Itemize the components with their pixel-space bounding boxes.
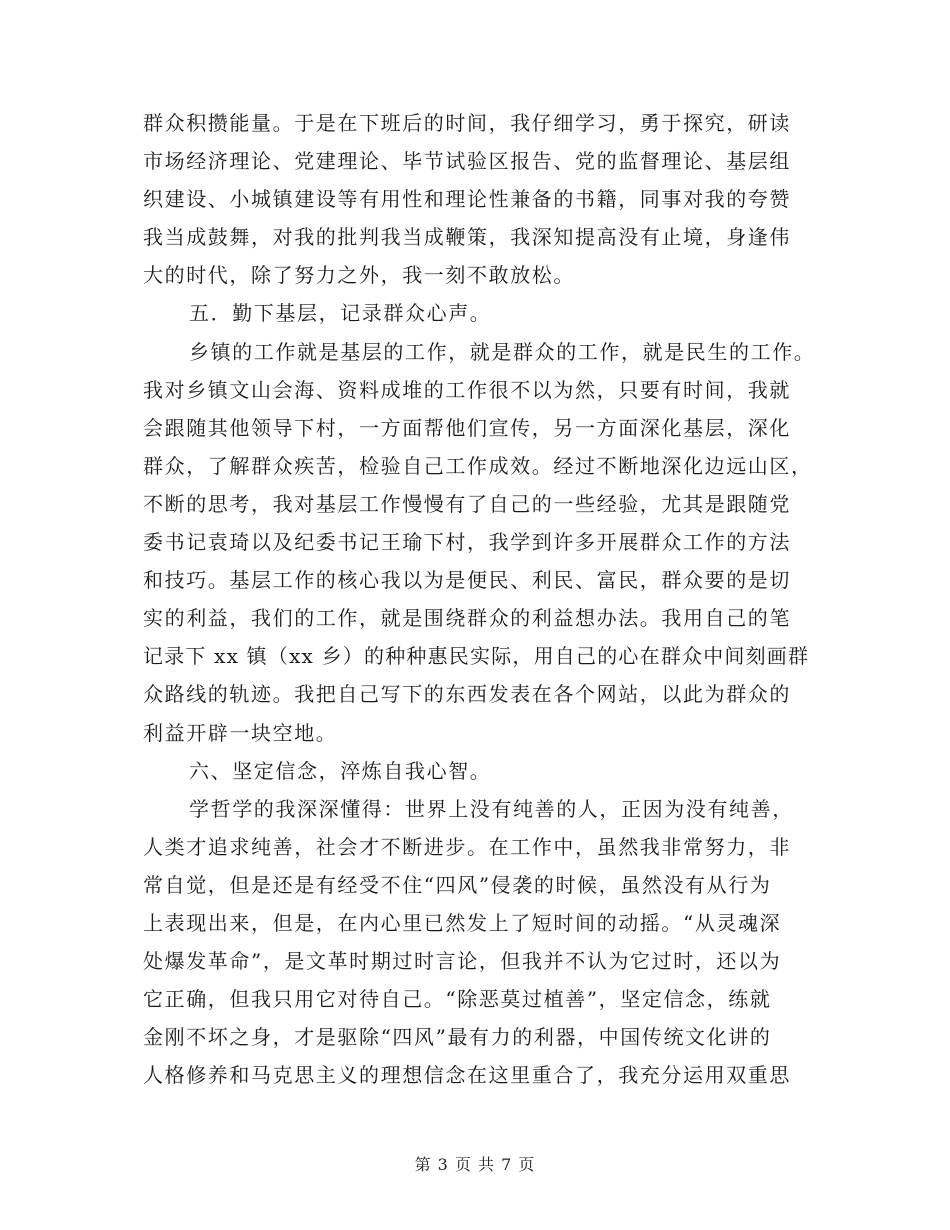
text-line: 人类才追求纯善，社会才不断进步。在工作中，虽然我非常努力，非 [143,834,791,859]
text-line: 我当成鼓舞，对我的批判我当成鞭策，我深知提高没有止境，身逢伟 [143,225,791,250]
text-line: 委书记袁琦以及纪委书记王瑜下村，我学到许多开展群众工作的方法 [143,530,791,555]
text-line: 和技巧。基层工作的核心我以为是便民、利民、富民，群众要的是切 [143,568,791,593]
text-line: 大的时代，除了努力之外，我一刻不敢放松。 [143,263,575,288]
text-line: 我对乡镇文山会海、资料成堆的工作很不以为然，只要有时间，我就 [143,377,791,402]
text-line: 实的利益，我们的工作，就是围绕群众的利益想办法。我用自己的笔 [143,606,791,631]
page-footer: 第 3 页 共 7 页 [414,1155,536,1174]
text-line: 学哲学的我深深懂得：世界上没有纯善的人，正因为没有纯善， [189,796,794,821]
text-line: 乡镇的工作就是基层的工作，就是群众的工作，就是民生的工作。 [189,339,816,364]
text-line: 会跟随其他领导下村，一方面帮他们宣传，另一方面深化基层，深化 [143,415,791,440]
text-line: 六、坚定信念，淬炼自我心智。 [189,758,492,783]
text-line: 织建设、小城镇建设等有用性和理论性兼备的书籍，同事对我的夸赞 [143,187,791,212]
text-line: 五．勤下基层，记录群众心声。 [189,301,492,326]
text-line: 记录下 xx 镇（xx 乡）的种种惠民实际，用自己的心在群众中间刻画群 [143,644,810,669]
text-line: 不断的思考，我对基层工作慢慢有了自己的一些经验，尤其是跟随党 [143,491,791,516]
text-line: 群众积攒能量。于是在下班后的时间，我仔细学习，勇于探究，研读 [143,111,791,135]
text-line: 金刚不坏之身，才是驱除“四风”最有力的利器，中国传统文化讲的 [143,1025,772,1050]
text-line: 常自觉，但是还是有经受不住“四风”侵袭的时候，虽然没有从行为 [143,872,772,897]
text-line: 它正确，但我只用它对待自己。“除恶莫过植善”，坚定信念，练就 [143,987,772,1012]
text-line: 众路线的轨迹。我把自己写下的东西发表在各个网站，以此为群众的 [143,682,791,707]
text-line: 人格修养和马克思主义的理想信念在这里重合了，我充分运用双重思 [143,1063,791,1088]
text-line: 市场经济理论、党建理论、毕节试验区报告、党的监督理论、基层组 [143,149,791,174]
document-body [143,104,815,1094]
text-line: 上表现出来，但是，在内心里已然发上了短时间的动摇。“从灵魂深 [143,910,782,935]
text-line: 处爆发革命”，是文革时期过时言论，但我并不认为它过时，还以为 [143,949,782,974]
text-line: 利益开辟一块空地。 [143,720,338,745]
text-line: 群众，了解群众疾苦，检验自己工作成效。经过不断地深化边远山区， [143,453,813,478]
